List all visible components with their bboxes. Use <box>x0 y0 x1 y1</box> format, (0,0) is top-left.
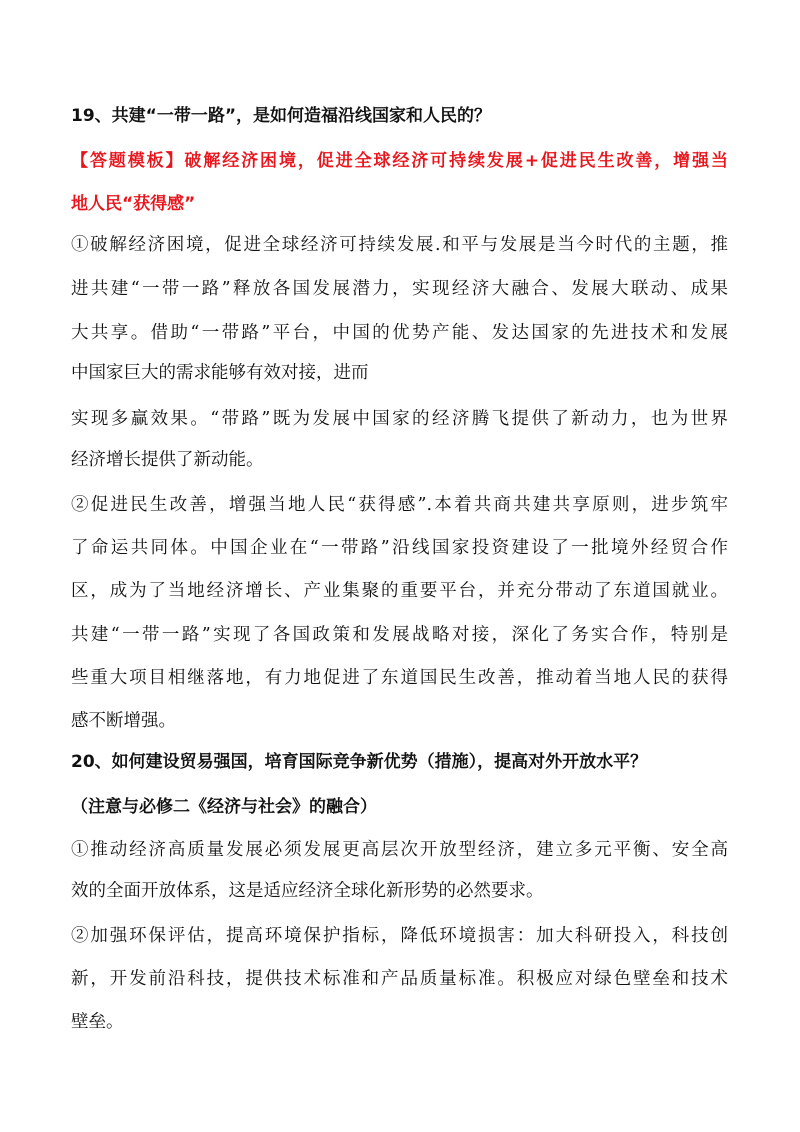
q20-subtitle: （注意与必修二《经济与社会》的融合） <box>71 797 377 817</box>
q19-title: 19、共建“一带一路”，是如何造福沿线国家和人民的？ <box>71 106 492 126</box>
q19-template-line-1: 【答题模板】破解经济困境，促进全球经济可持续发展+促进民生改善，增强当 <box>71 151 728 171</box>
q19-p1-line-3: 大共享。借助“一带路”平台，中国的优势产能、发达国家的先进技术和发展 <box>71 323 728 343</box>
q19-p2-line-4: 共建“一带一路”实现了各国政策和发展战略对接，深化了务实合作，特别是 <box>71 625 728 645</box>
q19-p2-line-2: 了命运共同体。中国企业在“一带路”沿线国家投资建设了一批境外经贸合作 <box>71 538 728 558</box>
q19-p1-line-1: ①破解经济困境，促进全球经济可持续发展.和平与发展是当今时代的主题，推 <box>71 235 728 255</box>
q19-p2-line-6: 感不断增强。 <box>71 711 176 731</box>
q19-p1-line-6: 经济增长提供了新动能。 <box>71 450 264 470</box>
q19-p2-line-1: ②促进民生改善，增强当地人民“获得感”.本着共商共建共享原则，进步筑牢 <box>71 495 728 515</box>
q20-title: 20、如何建设贸易强国，培育国际竞争新优势（措施），提高对外开放水平？ <box>71 752 648 772</box>
q20-p2-line-2: 新，开发前沿科技，提供技术标准和产品质量标准。积极应对绿色壁垒和技术 <box>71 969 728 989</box>
q19-p1-line-5: 实现多赢效果。“带路”既为发展中国家的经济腾飞提供了新动力，也为世界 <box>71 409 728 429</box>
q20-p2-line-3: 壁垒。 <box>71 1012 124 1032</box>
q19-p1-line-4: 中国家巨大的需求能够有效对接，进而 <box>71 363 369 383</box>
q19-p2-line-5: 些重大项目相继落地，有力地促进了东道国民生改善，推动着当地人民的获得 <box>71 668 728 688</box>
q20-p1-line-1: ①推动经济高质量发展必须发展更高层次开放型经济，建立多元平衡、安全高 <box>71 840 728 860</box>
q19-p1-line-2: 进共建“一带一路”释放各国发展潜力，实现经济大融合、发展大联动、成果 <box>71 279 728 299</box>
q19-template-line-2: 地人民“获得感” <box>71 194 196 214</box>
q20-p2-line-1: ②加强环保评估，提高环境保护指标，降低环境损害：加大科研投入，科技创 <box>71 926 728 946</box>
q20-p1-line-2: 效的全面开放体系，这是适应经济全球化新形势的必然要求。 <box>71 881 544 901</box>
q19-p2-line-3: 区，成为了当地经济增长、产业集聚的重要平台，并充分带动了东道国就业。 <box>71 581 728 601</box>
